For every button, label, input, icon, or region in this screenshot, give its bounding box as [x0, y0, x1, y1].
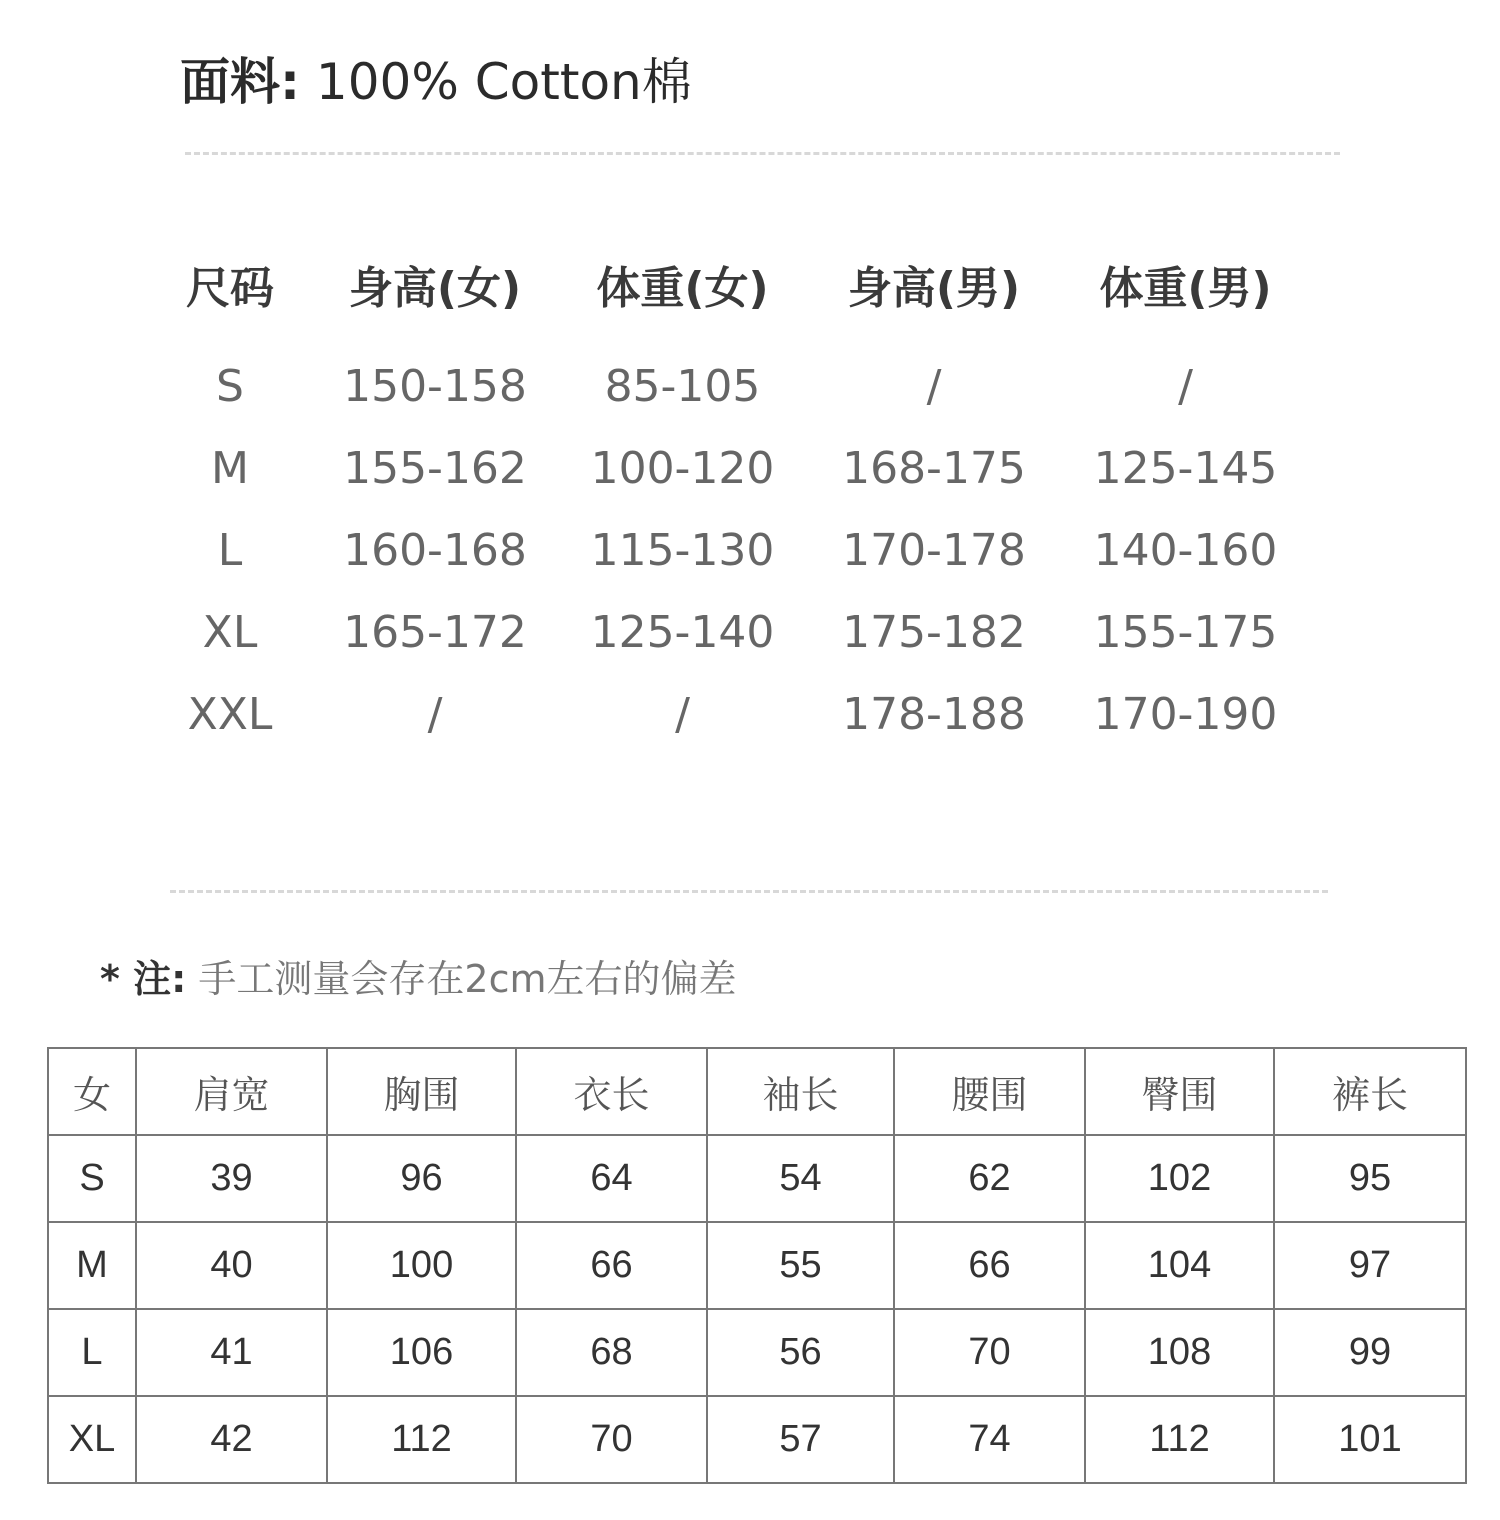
- table-cell: 112: [327, 1396, 516, 1483]
- header-cell: 身高(女): [348, 263, 522, 314]
- table-cell: 56: [707, 1309, 894, 1396]
- header-cell: 衣长: [516, 1048, 707, 1135]
- table-row: [150, 591, 1330, 673]
- table-cell: 160-168: [343, 524, 527, 576]
- header-cell: 腰围: [894, 1048, 1085, 1135]
- table-cell: 64: [516, 1135, 707, 1222]
- table-cell: /: [1178, 360, 1193, 412]
- size-cell: XL: [48, 1396, 136, 1483]
- header-cell: 胸围: [327, 1048, 516, 1135]
- table-row: [150, 673, 1330, 755]
- header-cell: 裤长: [1274, 1048, 1466, 1135]
- table-cell: 150-158: [343, 360, 527, 412]
- table-cell: 42: [136, 1396, 327, 1483]
- table-cell: 168-175: [842, 442, 1026, 494]
- table-cell: 96: [327, 1135, 516, 1222]
- table-cell: 112: [1085, 1396, 1274, 1483]
- table-cell: /: [926, 360, 942, 412]
- table-row: [48, 1135, 1466, 1222]
- table-cell: 70: [516, 1396, 707, 1483]
- table-cell: 70: [894, 1309, 1085, 1396]
- size-cell: S: [216, 360, 244, 412]
- size-cell: XL: [202, 606, 258, 658]
- fabric-label: 面料:: [180, 53, 300, 111]
- table-row: [48, 1396, 1466, 1483]
- table-cell: 125-145: [1093, 442, 1278, 494]
- header-cell: 体重(女): [596, 263, 769, 314]
- table-cell: 66: [894, 1222, 1085, 1309]
- fabric-value: 100% Cotton棉: [315, 53, 692, 111]
- header-cell: 女: [48, 1048, 136, 1135]
- table-cell: 102: [1085, 1135, 1274, 1222]
- size-cell: L: [217, 524, 243, 576]
- table-cell: 165-172: [343, 606, 527, 658]
- table-cell: 66: [516, 1222, 707, 1309]
- header-cell: 袖长: [707, 1048, 894, 1135]
- size-cell: M: [48, 1222, 136, 1309]
- table-cell: 101: [1274, 1396, 1466, 1483]
- table-row: [150, 345, 1330, 427]
- table-cell: 104: [1085, 1222, 1274, 1309]
- table-cell: 39: [136, 1135, 327, 1222]
- table-cell: 175-182: [842, 606, 1026, 658]
- table-row: [150, 509, 1330, 591]
- table-cell: 140-160: [1093, 524, 1278, 576]
- fabric-info: [180, 42, 692, 114]
- header-cell: 体重(男): [1099, 263, 1272, 314]
- size-reference-table: [150, 245, 1330, 755]
- table-row: [150, 427, 1330, 509]
- table-cell: 97: [1274, 1222, 1466, 1309]
- table-cell: 68: [516, 1309, 707, 1396]
- table-row: [48, 1309, 1466, 1396]
- table-cell: 155-175: [1093, 606, 1278, 658]
- size-cell: L: [48, 1309, 136, 1396]
- size-cell: S: [48, 1135, 136, 1222]
- table-cell: 178-188: [842, 688, 1026, 740]
- divider-bottom: [170, 890, 1328, 893]
- table-cell: /: [675, 688, 690, 740]
- table-cell: 95: [1274, 1135, 1466, 1222]
- size-cell: M: [211, 442, 249, 494]
- header-cell: 臀围: [1085, 1048, 1274, 1135]
- table-cell: 115-130: [590, 524, 775, 576]
- table-cell: 170-178: [842, 524, 1026, 576]
- table-cell: 106: [327, 1309, 516, 1396]
- measurement-note: [100, 948, 737, 1003]
- note-text: 手工测量会存在2cm左右的偏差: [198, 957, 737, 1001]
- size-reference-header: [150, 245, 1330, 323]
- divider-top: [185, 152, 1340, 155]
- table-cell: 54: [707, 1135, 894, 1222]
- size-cell: XXL: [187, 688, 273, 740]
- table-cell: 100-120: [590, 442, 775, 494]
- table-cell: 100: [327, 1222, 516, 1309]
- measurement-table: [47, 1047, 1467, 1484]
- table-cell: 62: [894, 1135, 1085, 1222]
- table-cell: 74: [894, 1396, 1085, 1483]
- header-cell: 肩宽: [136, 1048, 327, 1135]
- header-cell: 身高(男): [847, 263, 1021, 314]
- table-cell: 99: [1274, 1309, 1466, 1396]
- header-cell: 尺码: [186, 263, 274, 314]
- table-cell: /: [427, 688, 443, 740]
- table-cell: 108: [1085, 1309, 1274, 1396]
- table-row: [48, 1222, 1466, 1309]
- table-cell: 41: [136, 1309, 327, 1396]
- table-cell: 57: [707, 1396, 894, 1483]
- measurement-header-row: [48, 1048, 1466, 1135]
- note-prefix: * 注:: [100, 957, 187, 1001]
- table-cell: 170-190: [1093, 688, 1278, 740]
- table-cell: 125-140: [590, 606, 775, 658]
- table-cell: 55: [707, 1222, 894, 1309]
- table-cell: 85-105: [604, 360, 761, 412]
- table-cell: 155-162: [343, 442, 527, 494]
- table-cell: 40: [136, 1222, 327, 1309]
